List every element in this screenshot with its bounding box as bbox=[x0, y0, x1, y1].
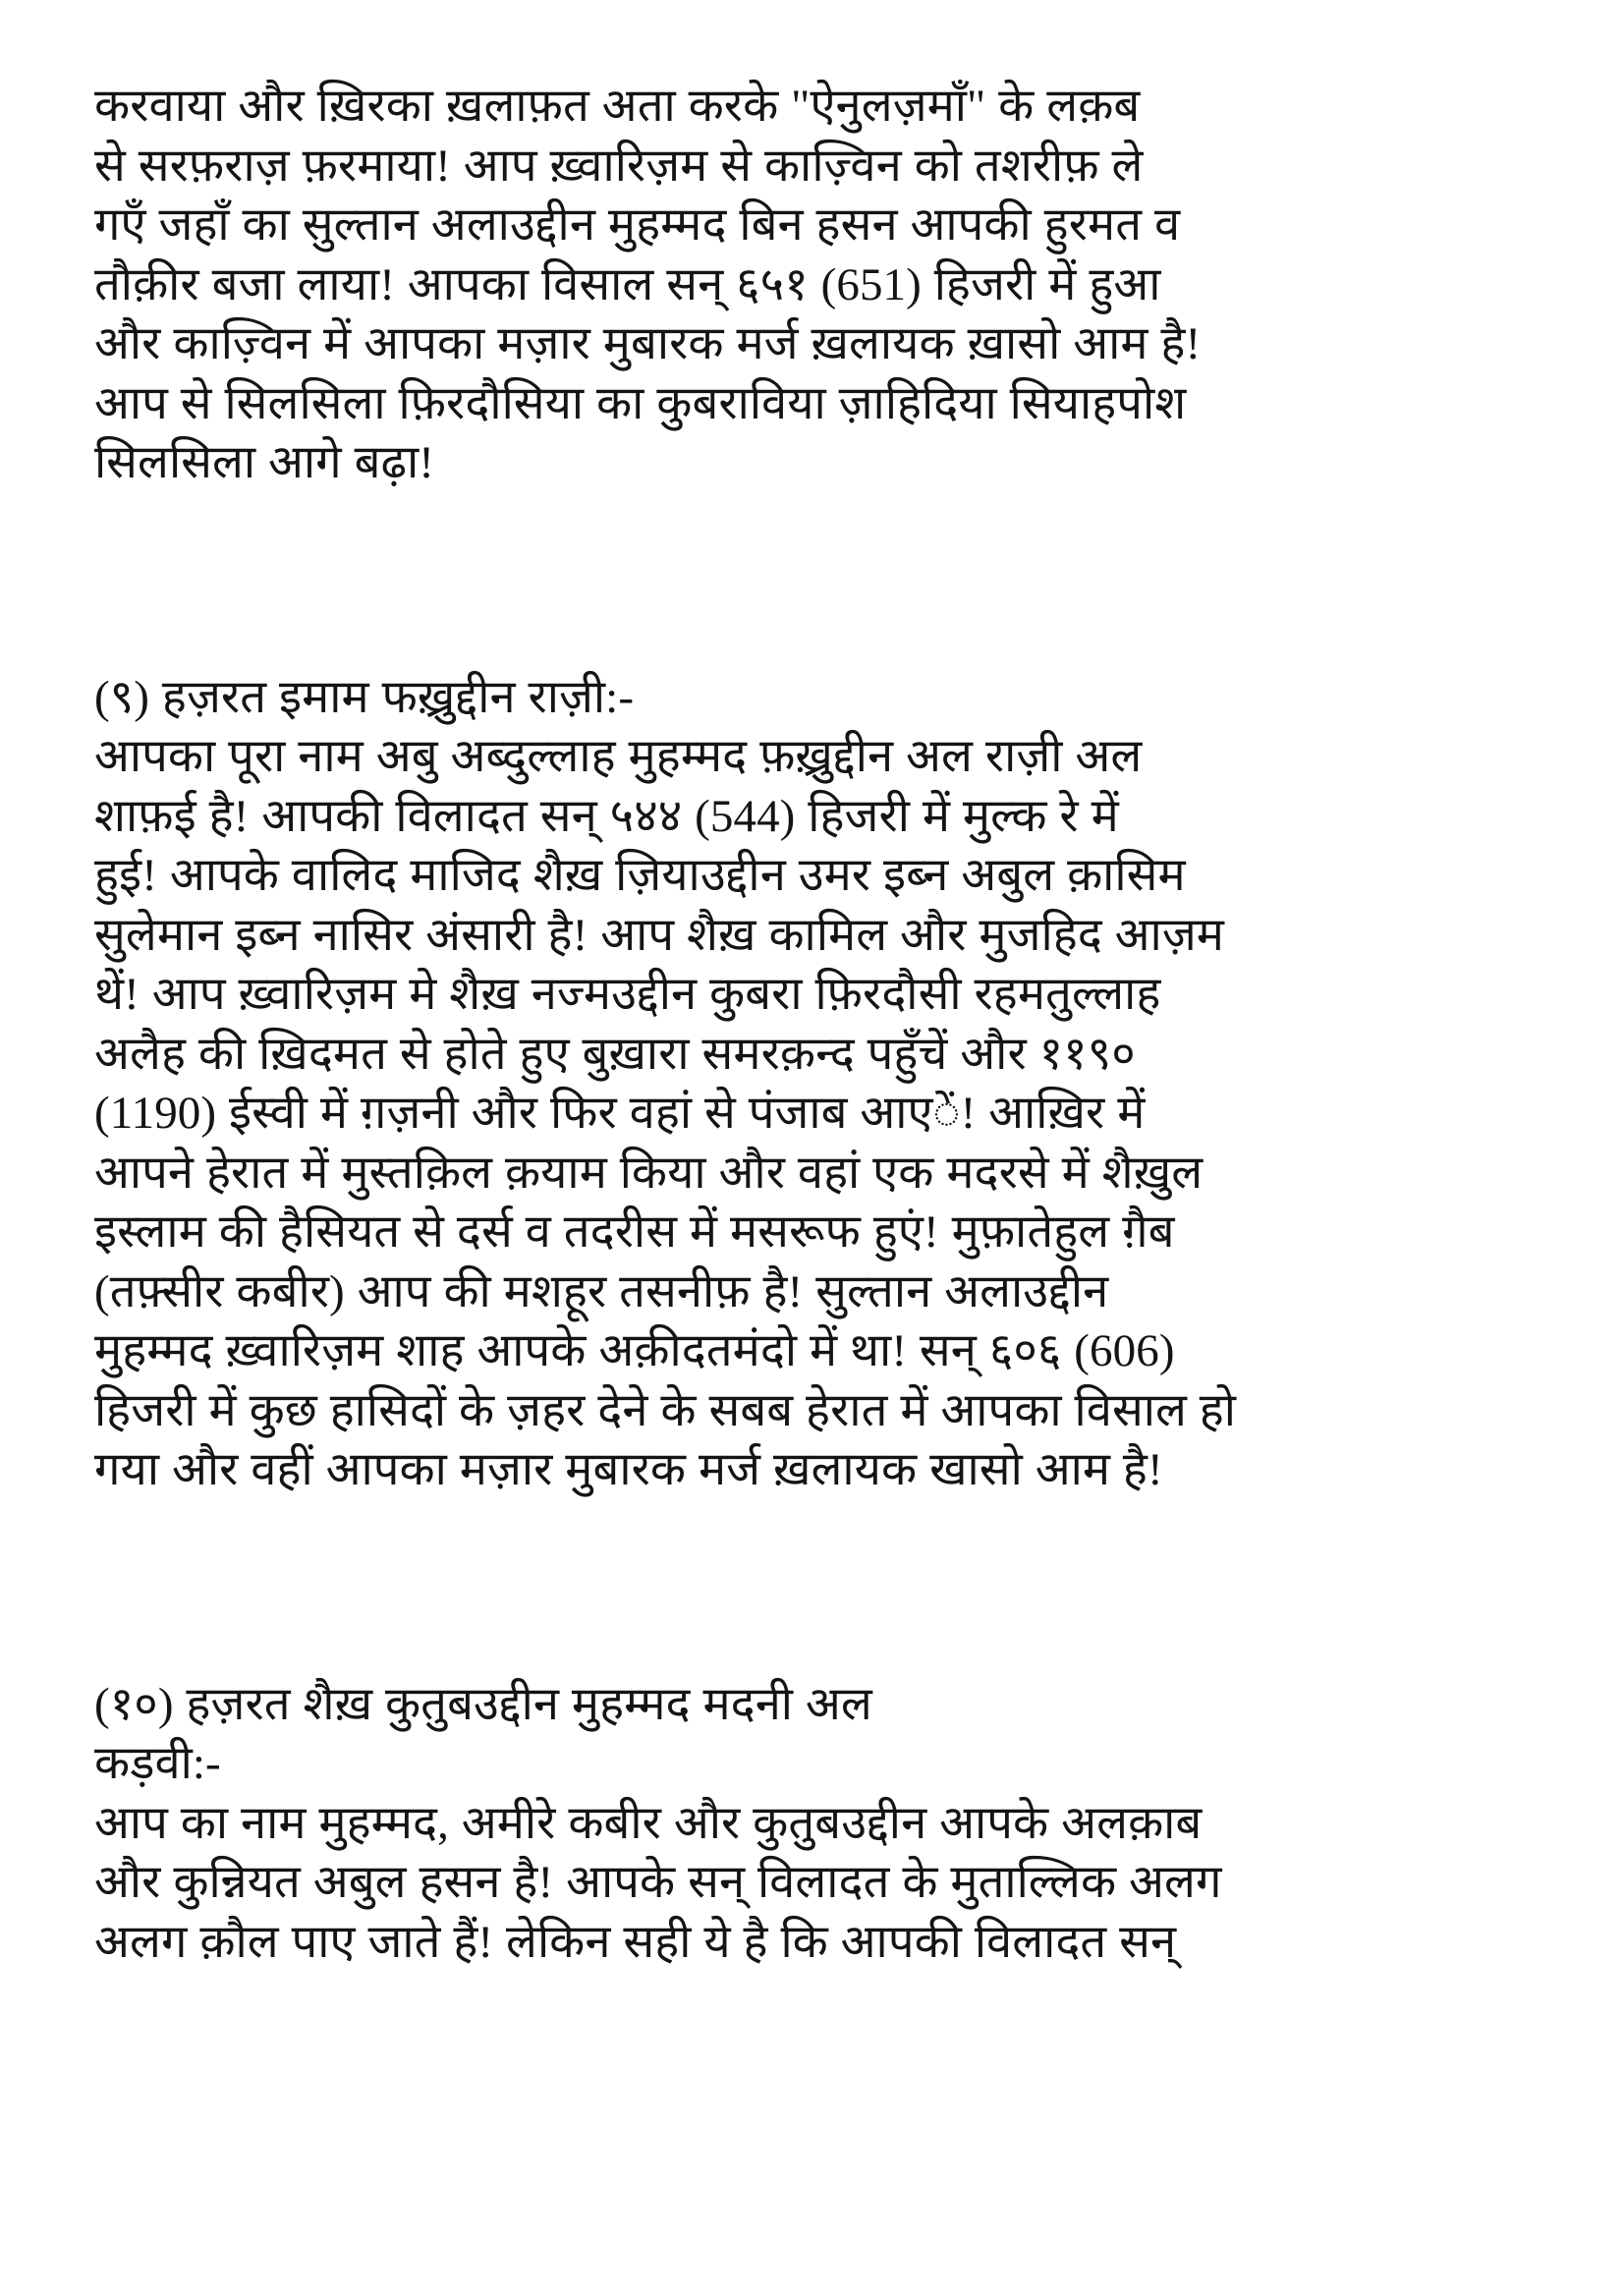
paragraph-line: आपका पूरा नाम अबु अब्दुल्लाह मुहम्मद फ़ख़्रुद्दीन अल राज़ी अल bbox=[94, 731, 1143, 782]
paragraph-line: तौक़ीर बजा लाया! आपका विसाल सन् ६५१ (651) हिजरी में हुआ bbox=[94, 258, 1161, 310]
paragraph-line: और कुन्नियत अबुल हसन है! आपके सन् विलादत के मुताल्लिक अलग bbox=[94, 1857, 1222, 1908]
paragraph-line: शाफ़ई है! आपकी विलादत सन् ५४४ (544) हिजरी में मुल्क रे में bbox=[94, 790, 1119, 842]
paragraph-line: हुई! आपके वालिद माजिद शैख़ ज़ियाउद्दीन उमर इब्न अबुल क़ासिम bbox=[94, 850, 1186, 901]
paragraph-line: थें! आप ख़्वारिज़म मे शैख़ नज्मउद्दीन कुबरा फ़िरदौसी रहमतुल्लाह bbox=[94, 969, 1161, 1020]
paragraph-line: करवाया और ख़िरका ख़लाफ़त अता करके "ऐनुलज़माँ" के लक़ब bbox=[94, 81, 1141, 132]
paragraph-line: से सरफ़राज़ फ़रमाया! आप ख़्वारिज़म से काज़्विन को तशरीफ़ ले bbox=[94, 140, 1144, 192]
paragraph-line: अलैह की ख़िदमत से होते हुए बुख़ारा समरक़न्द पहुँचें और ११९० bbox=[94, 1028, 1136, 1080]
paragraph-line: सुलेमान इब्न नासिर अंसारी है! आप शैख़ कामिल और मुजहिद आज़म bbox=[94, 909, 1224, 961]
paragraph-line: (1190) ईस्वी में ग़ज़नी और फिर वहां से पंजाब आएें! आख़िर में bbox=[94, 1088, 1146, 1139]
paragraph-line: सिलसिला आगे बढ़ा! bbox=[94, 437, 435, 488]
heading-line: (१०) हज़रत शैख़ कुतुबउद्दीन मुहम्मद मदनी अल bbox=[94, 1678, 872, 1730]
paragraph-line: आपने हेरात में मुस्तक़िल क़याम किया और वहां एक मदरसे में शैख़ुल bbox=[94, 1147, 1204, 1199]
continuation-paragraph bbox=[94, 77, 1530, 493]
section-spacer bbox=[94, 1500, 1530, 1675]
section-10-paragraph bbox=[94, 1794, 1530, 1973]
heading-line: कड़वी:- bbox=[94, 1738, 221, 1789]
paragraph-line: हिजरी में कुछ हासिदों के ज़हर देने के सबब हेरात में आपका विसाल हो bbox=[94, 1384, 1237, 1436]
heading-line: (९) हज़रत इमाम फख़्रुद्दीन राज़ी:- bbox=[94, 671, 635, 723]
paragraph-line: गएँ जहाँ का सुल्तान अलाउद्दीन मुहम्मद बिन हसन आपकी हुरमत व bbox=[94, 199, 1181, 251]
section-9-paragraph bbox=[94, 727, 1530, 1500]
paragraph-line: और काज़्विन में आपका मज़ार मुबारक मर्ज ख़लायक ख़ासो आम है! bbox=[94, 318, 1202, 369]
paragraph-line: गया और वहीं आपका मज़ार मुबारक मर्ज ख़लायक खासो आम है! bbox=[94, 1444, 1163, 1495]
paragraph-line: मुहम्मद ख़्वारिज़म शाह आपके अक़ीदतमंदो में था! सन् ६०६ (606) bbox=[94, 1325, 1175, 1376]
paragraph-line: अलग क़ौल पाए जाते हैं! लेकिन सही ये है कि आपकी विलादत सन् bbox=[94, 1916, 1177, 1968]
page-text-body bbox=[94, 77, 1530, 1972]
section-9-heading bbox=[94, 668, 1530, 728]
section-10-heading bbox=[94, 1675, 1530, 1794]
section-spacer bbox=[94, 493, 1530, 668]
paragraph-line: आप का नाम मुहम्मद, अमीरे कबीर और कुतुबउद्दीन आपके अलक़ाब bbox=[94, 1797, 1203, 1849]
paragraph-line: आप से सिलसिला फ़िरदौसिया का कुबराविया ज़ाहिदिया सियाहपोश bbox=[94, 377, 1187, 429]
paragraph-line: (तफ़्सीर कबीर) आप की मशहूर तसनीफ़ है! सुल्तान अलाउद्दीन bbox=[94, 1265, 1109, 1317]
paragraph-line: इस्लाम की हैसियत से दर्स व तदरीस में मसरूफ हुएं! मुफ़ातेहुल ग़ैब bbox=[94, 1206, 1175, 1258]
